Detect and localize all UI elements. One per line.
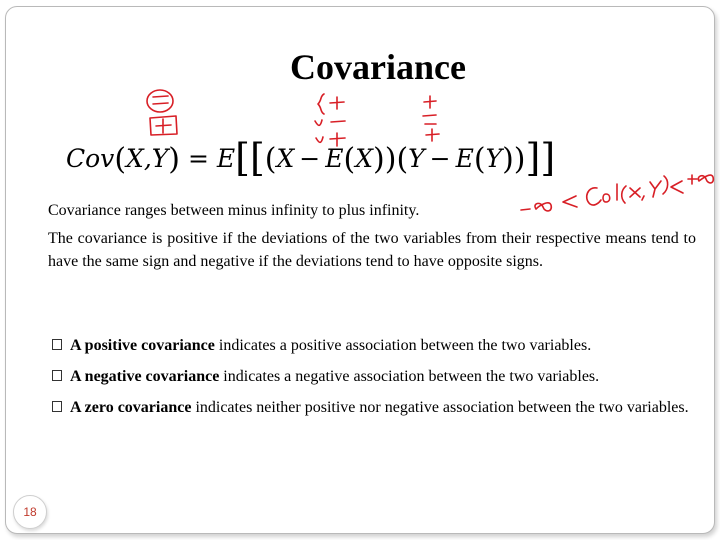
formula-term1: X − E — [276, 144, 344, 173]
bullet-zero — [52, 396, 696, 419]
bullet-list — [52, 334, 696, 427]
formula-var2: Y — [485, 144, 503, 173]
paragraph-sign: The covariance is positive if the deviations of the two variables from their respective means tend to have the same sign and negative if the deviations tend to have opposite signs. — [48, 230, 696, 270]
covariance-formula: Cov(X,Y) = E[[(X − E(X))(Y − E(Y))]] — [66, 136, 556, 180]
page-number-badge: 18 — [13, 495, 47, 529]
bullet-text: indicates a positive association between the two variables. — [214, 337, 592, 354]
checkbox-bullet-icon — [52, 339, 62, 350]
bullet-text: indicates a negative association between the two variables. — [219, 368, 600, 385]
bullet-text: indicates neither positive nor negative association between the two variables. — [191, 399, 689, 416]
checkbox-bullet-icon — [52, 370, 62, 381]
bullet-bold: A positive covariance — [70, 337, 215, 354]
formula-var1: X — [355, 144, 373, 173]
paragraph-range: Covariance ranges between minus infinity to plus infinity. — [48, 202, 420, 219]
bullet-bold: A zero covariance — [70, 399, 192, 416]
formula-args: X,Y — [126, 144, 169, 173]
slide-title: Covariance — [290, 47, 466, 87]
formula-cov: Cov — [66, 144, 115, 173]
formula-equals: = — [187, 144, 209, 173]
formula-expectation: E — [216, 144, 236, 173]
checkbox-bullet-icon — [52, 401, 62, 412]
bullet-bold: A negative covariance — [70, 368, 220, 385]
formula-term2: Y − E — [408, 144, 474, 173]
bullet-positive — [52, 334, 696, 357]
bullet-negative — [52, 365, 696, 388]
